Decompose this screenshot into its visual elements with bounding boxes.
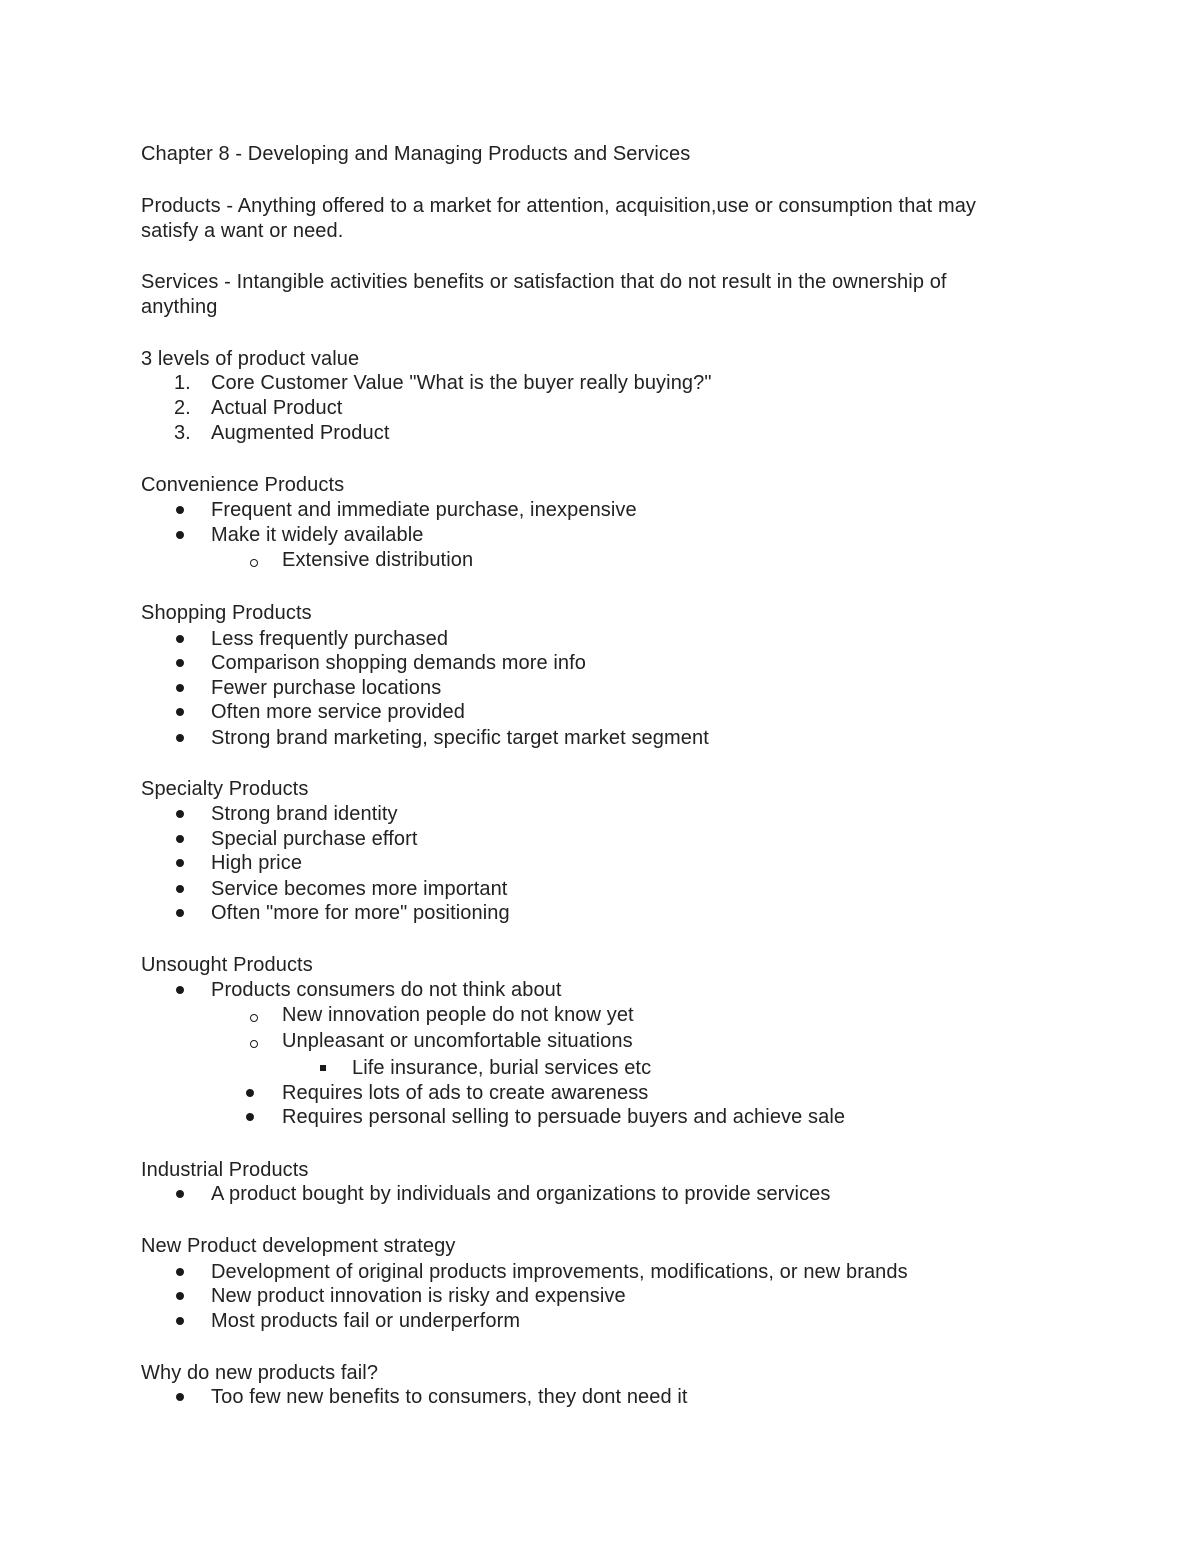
products-definition-line-1: Products - Anything offered to a market for attention, acquisition,use or consumption that may <box>141 195 977 217</box>
hollow-bullet-icon <box>250 1040 258 1048</box>
bullet-icon <box>246 1089 254 1097</box>
services-definition-line-1: Services - Intangible activities benefits or satisfaction that do not result in the ownership of <box>141 271 947 293</box>
list-item: Fewer purchase locations <box>211 677 442 699</box>
section-heading-why-fail: Why do new products fail? <box>141 1362 379 1384</box>
bullet-icon <box>176 1190 184 1198</box>
bullet-icon <box>176 1292 184 1300</box>
bullet-icon <box>246 1113 254 1121</box>
list-item: Comparison shopping demands more info <box>211 652 587 674</box>
list-number: 1. <box>174 372 191 394</box>
list-item: Development of original products improvements, modifications, or new brands <box>211 1261 908 1283</box>
section-heading-levels: 3 levels of product value <box>141 348 360 370</box>
bullet-icon <box>176 531 184 539</box>
list-item: New product innovation is risky and expensive <box>211 1285 626 1307</box>
sub-list-item: New innovation people do not know yet <box>282 1004 634 1026</box>
sub-list-item: Requires personal selling to persuade buyers and achieve sale <box>282 1106 846 1128</box>
section-heading-new-product: New Product development strategy <box>141 1235 456 1257</box>
list-item: Products consumers do not think about <box>211 979 562 1001</box>
section-heading-industrial: Industrial Products <box>141 1159 309 1181</box>
hollow-bullet-icon <box>250 1014 258 1022</box>
section-heading-shopping: Shopping Products <box>141 602 312 624</box>
list-item: Often "more for more" positioning <box>211 902 510 924</box>
bullet-icon <box>176 734 184 742</box>
bullet-icon <box>176 835 184 843</box>
sub-list-item: Requires lots of ads to create awareness <box>282 1082 649 1104</box>
list-item: Augmented Product <box>211 422 390 444</box>
list-item: High price <box>211 852 303 874</box>
list-item: Frequent and immediate purchase, inexpensive <box>211 499 637 521</box>
list-item: Too few new benefits to consumers, they dont need it <box>211 1386 688 1408</box>
sub-list-item: Unpleasant or uncomfortable situations <box>282 1030 633 1052</box>
bullet-icon <box>176 810 184 818</box>
list-item: A product bought by individuals and organizations to provide services <box>211 1183 831 1205</box>
services-definition-line-2: anything <box>141 296 218 318</box>
list-item: Special purchase effort <box>211 828 418 850</box>
list-item: Core Customer Value "What is the buyer really buying?" <box>211 372 712 394</box>
bullet-icon <box>176 659 184 667</box>
bullet-icon <box>176 909 184 917</box>
bullet-icon <box>176 859 184 867</box>
list-item: Most products fail or underperform <box>211 1310 521 1332</box>
page-title: Chapter 8 - Developing and Managing Products and Services <box>141 143 691 165</box>
bullet-icon <box>176 1393 184 1401</box>
list-item: Strong brand marketing, specific target market segment <box>211 727 709 749</box>
section-heading-convenience: Convenience Products <box>141 474 345 496</box>
bullet-icon <box>176 684 184 692</box>
list-number: 3. <box>174 422 191 444</box>
bullet-icon <box>176 708 184 716</box>
square-bullet-icon <box>320 1065 326 1071</box>
list-item: Less frequently purchased <box>211 628 449 650</box>
bullet-icon <box>176 986 184 994</box>
sub-list-item: Extensive distribution <box>282 549 474 571</box>
bullet-icon <box>176 1268 184 1276</box>
bullet-icon <box>176 1317 184 1325</box>
bullet-icon <box>176 885 184 893</box>
list-item: Actual Product <box>211 397 343 419</box>
list-item: Often more service provided <box>211 701 465 723</box>
sub-sub-list-item: Life insurance, burial services etc <box>352 1057 652 1079</box>
list-item: Service becomes more important <box>211 878 508 900</box>
bullet-icon <box>176 635 184 643</box>
products-definition-line-2: satisfy a want or need. <box>141 220 344 242</box>
list-number: 2. <box>174 397 191 419</box>
list-item: Strong brand identity <box>211 803 398 825</box>
bullet-icon <box>176 506 184 514</box>
list-item: Make it widely available <box>211 524 424 546</box>
hollow-bullet-icon <box>250 559 258 567</box>
section-heading-unsought: Unsought Products <box>141 954 313 976</box>
section-heading-specialty: Specialty Products <box>141 778 309 800</box>
